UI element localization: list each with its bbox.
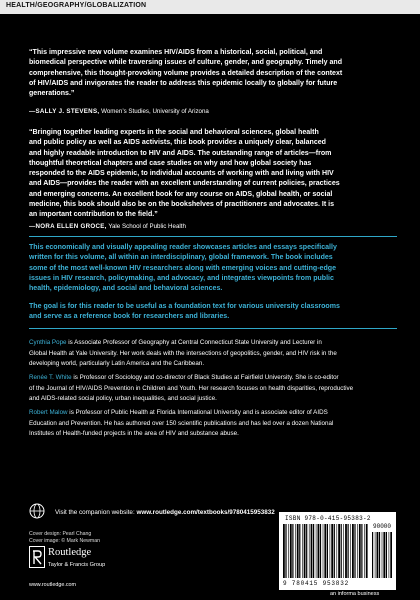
quote-line: medicine, this book should also be on the bookshelves of practitioners and advocates. It is <box>29 201 335 209</box>
editor-bio-3 <box>29 408 399 440</box>
divider <box>29 328 397 329</box>
publisher-website: www.routledge.com <box>29 582 77 588</box>
endorser-affiliation: Women’s Studies, University of Arizona <box>99 108 209 115</box>
publisher-name: Routledge <box>48 547 92 558</box>
endorsement-quote-1 <box>29 48 397 99</box>
quote-line: and public policy as well as AIDS activists, this book provides a uniquely clear, balanced <box>29 139 326 147</box>
divider <box>29 236 397 237</box>
bio-line: is Professor of Public Health at Florida International University and is associate editor of AIDS <box>67 409 328 416</box>
quote-line: generations.” <box>29 90 75 98</box>
description-paragraph-1 <box>29 243 399 294</box>
quote-line: comprehensive, this thought-provoking volume provides a detailed description of the context <box>29 69 343 77</box>
description-line: health, epidemiology, and social and behavioral sciences. <box>29 285 223 293</box>
endorser-affiliation: Yale School of Public Health <box>106 223 186 230</box>
cover-credits <box>29 531 100 545</box>
quote-line: and AIDS—provides the reader with an excellent understanding of current policies, practices <box>29 180 340 188</box>
publisher-group: Taylor & Francis Group <box>48 562 106 568</box>
bio-line: is Associate Professor of Geography at Central Connecticut State University and Lecturer in <box>66 339 322 346</box>
informa-tagline: an informa business <box>330 591 380 597</box>
editor-name: Robert Malow <box>29 409 68 416</box>
price-barcode-bars <box>372 532 392 578</box>
quote-line: thoughtful theoretical chapters and case studies on why and how global society has <box>29 159 312 167</box>
editor-bio-2 <box>29 373 399 405</box>
bio-line: Institutes of Health-funded projects in the area of HIV and substance abuse. <box>29 430 239 437</box>
quote-line: responded to the AIDS epidemic, to individual accounts of working with and living with HIV <box>29 170 334 178</box>
companion-website <box>55 509 275 516</box>
bio-line: developing world, particularly Latin America and the Caribbean. <box>29 360 205 367</box>
quote-line: and highly readable introduction to HIV and AIDS. The outstanding range of articles—from <box>29 149 332 157</box>
description-line: written for this volume, all within an interdisciplinary, global framework. The book includes <box>29 254 333 262</box>
endorsement-attribution-2 <box>29 223 186 230</box>
category-bar <box>0 0 420 14</box>
editor-name: Renée T. White <box>29 374 72 381</box>
quote-line: biomedical perspective while traversing issues of culture, gender, and geography. Timely and <box>29 59 343 67</box>
description-line: This economically and visually appealing reader showcases articles and essays specifically <box>29 244 337 251</box>
companion-url[interactable]: www.routledge.com/textbooks/9780415953832 <box>136 509 275 516</box>
cover-design-credit: Cover design: Pearl Chang <box>29 531 92 537</box>
description-line: and serve as a reference book for researchers and libraries. <box>29 313 230 321</box>
quote-line: “Bringing together leading experts in the social and behavioral sciences, global health <box>29 129 319 136</box>
routledge-logo-icon <box>29 546 45 568</box>
quote-line: “This impressive new volume examines HIV/AIDS from a historical, social, political, and <box>29 49 323 56</box>
description-paragraph-2 <box>29 302 399 323</box>
bio-line: Global Health at Yale University. Her work deals with the intersections of geopolitics, gender, and HIV risk in the <box>29 349 337 357</box>
endorser-name: —SALLY J. STEVENS, <box>29 108 100 115</box>
endorser-name: —NORA ELLEN GROCE, <box>29 223 107 230</box>
globe-icon <box>29 503 45 519</box>
quote-line: and emerging concerns. An excellent book for any course on AIDS, global health, or social <box>29 190 333 198</box>
endorsement-quote-2 <box>29 128 397 221</box>
price-code: 90000 <box>373 523 392 530</box>
bio-line: and AIDS-related social policy, urban inequalities, and social justice. <box>29 395 217 402</box>
cover-image-credit: Cover image: © Mark Newman <box>29 538 100 544</box>
barcode-number: 9 780415 953832 <box>283 580 350 587</box>
companion-label: Visit the companion website: <box>55 509 137 516</box>
bio-line: Education and Prevention. He has authored over 150 scientific publications and has led over a dozen National <box>29 419 334 427</box>
quote-line: an important contribution to the field.” <box>29 211 158 219</box>
endorsement-attribution-1 <box>29 108 209 115</box>
bio-line: is Professor of Sociology and co-director of Black Studies at Fairfield University. She is co-editor <box>71 374 339 381</box>
barcode-box <box>279 512 396 590</box>
category-label: HEALTH/GEOGRAPHY/GLOBALIZATION <box>6 2 147 9</box>
description-line: issues in HIV research, policymaking, and advocacy, and integrates viewpoints from public <box>29 274 334 282</box>
editor-name: Cynthia Pope <box>29 339 67 346</box>
barcode-bars <box>283 524 369 578</box>
description-line: The goal is for this reader to be useful as a foundation text for various university classrooms <box>29 303 340 310</box>
editor-bio-1 <box>29 338 399 370</box>
isbn-label: ISBN 978-0-415-95383-2 <box>285 515 371 522</box>
description-line: some of the most well-known HIV researchers along with emerging voices and cutting-edge <box>29 264 336 272</box>
bio-line: of the Journal of HIV/AIDS Prevention in Children and Youth. Her research focuses on health disparities, reproductive <box>29 384 354 392</box>
quote-line: of HIV/AIDS and invigorates the reader to address this epidemic locally to globally for future <box>29 79 338 87</box>
